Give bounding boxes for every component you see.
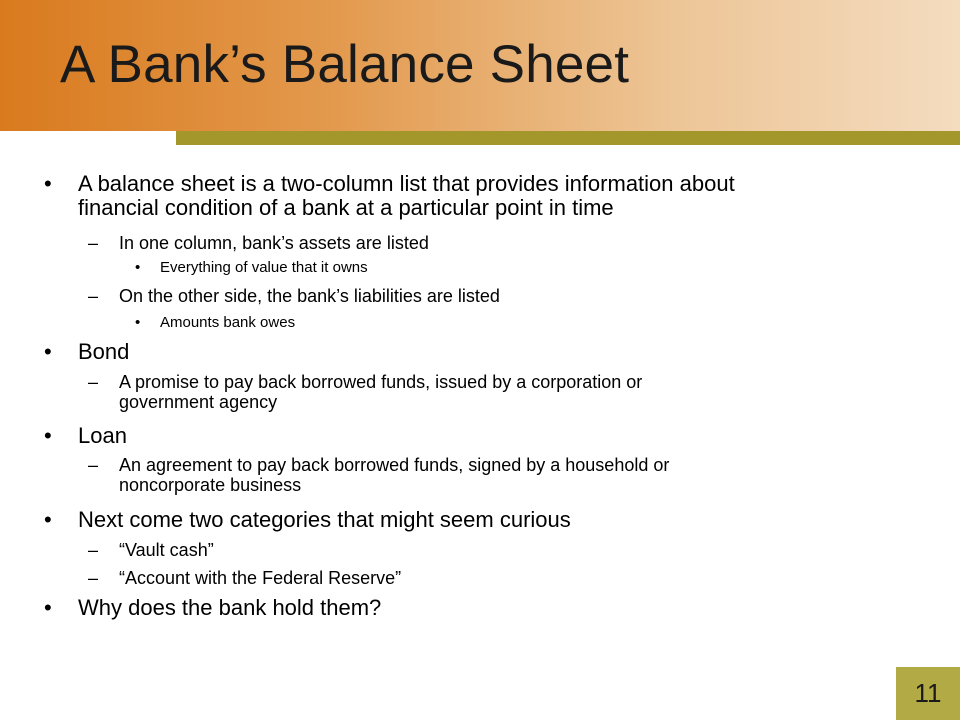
bullet-level-2 (88, 540, 214, 560)
bullet-text: government agency (119, 392, 278, 412)
bullet-text: “Vault cash” (119, 540, 214, 560)
dash-marker: – (88, 372, 99, 392)
bullet-marker: • (44, 423, 52, 448)
dash-marker: – (88, 540, 99, 560)
bullet-text: Bond (78, 339, 130, 364)
bullet-text: Everything of value that it owns (160, 259, 368, 276)
bullet-text: A promise to pay back borrowed funds, issued by a corporation or (119, 372, 643, 392)
bullet-marker: • (135, 314, 141, 331)
bullet-marker: • (44, 171, 52, 196)
bullet-text: “Account with the Federal Reserve” (119, 568, 402, 588)
bullet-text: Next come two categories that might seem curious (78, 507, 571, 532)
dash-marker: – (88, 568, 99, 588)
bullet-level-1 (44, 507, 571, 532)
bullet-text: On the other side, the bank’s liabilities are listed (119, 286, 500, 306)
bullet-text: Amounts bank owes (160, 314, 296, 331)
bullet-level-2 (88, 286, 500, 306)
bullet-level-1 (44, 423, 127, 448)
bullet-level-2 (88, 568, 402, 588)
dash-marker: – (88, 233, 99, 253)
bullet-text: In one column, bank’s assets are listed (119, 233, 429, 253)
bullet-text: financial condition of a bank at a particular point in time (78, 195, 614, 220)
bullet-level-3 (135, 314, 296, 332)
title-underline-rule (176, 131, 960, 145)
bullet-level-1 (44, 339, 130, 364)
bullet-level-2 (88, 233, 429, 253)
bullet-text: A balance sheet is a two-column list that provides information about (78, 171, 735, 196)
bullet-text: An agreement to pay back borrowed funds, signed by a household or (119, 455, 670, 475)
dash-marker: – (88, 455, 99, 475)
dash-marker: – (88, 286, 99, 306)
bullet-level-1 (44, 595, 382, 620)
page-number-box (896, 667, 960, 720)
bullet-text: noncorporate business (119, 475, 302, 495)
bullet-text: Why does the bank hold them? (78, 595, 382, 620)
bullet-marker: • (44, 595, 52, 620)
bullet-level-1 (44, 171, 735, 220)
bullet-level-2 (88, 372, 643, 412)
bullet-text: Loan (78, 423, 127, 448)
bullet-marker: • (44, 339, 52, 364)
slide-title: A Bank’s Balance Sheet (60, 35, 630, 94)
bullet-marker: • (44, 507, 52, 532)
bullet-level-3 (135, 259, 368, 277)
page-number: 11 (914, 678, 942, 708)
bullet-level-2 (88, 455, 670, 495)
bullet-marker: • (135, 259, 141, 276)
